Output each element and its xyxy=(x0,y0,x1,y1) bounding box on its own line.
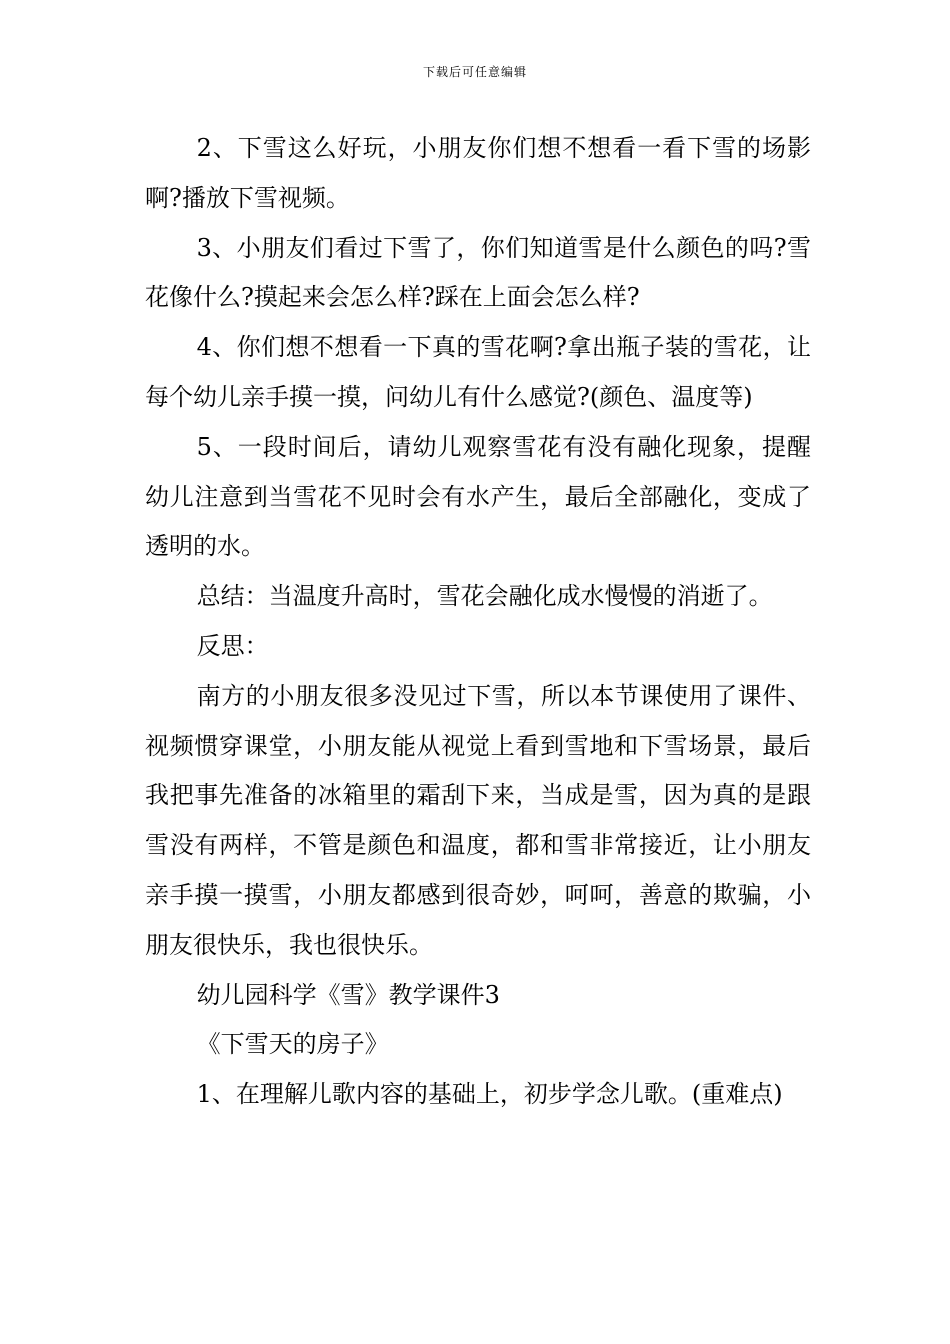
paragraph-summary: 总结：当温度升高时，雪花会融化成水慢慢的消逝了。 xyxy=(196,582,773,611)
paragraph-step-5: 5、一段时间后，请幼儿观察雪花有没有融化现象，提醒幼儿注意到当雪花不见时会有水产生，最后全部融化，变成了透明的水。 xyxy=(145,432,811,561)
paragraph-step-2: 2、下雪这么好玩，小朋友你们想不想看一看下雪的场影啊?播放下雪视频。 xyxy=(145,134,811,212)
lesson-title: 《下雪天的房子》 xyxy=(196,1030,389,1059)
paragraph-reflection-heading: 反思： xyxy=(196,631,269,660)
paragraph-reflection-body: 南方的小朋友很多没见过下雪，所以本节课使用了课件、视频惯穿课堂，小朋友能从视觉上看到雪地和下雪场景，最后我把事先准备的冰箱里的霜刮下来，当成是雪，因为真的是跟雪没有两样，不管是颜色和温度，都和雪非常接近，让小朋友亲手摸一摸雪，小朋友都感到很奇妙，呵呵，善意的欺骗，小朋友很快乐，我也很快乐。 xyxy=(145,681,811,959)
page-header: 下载后可任意编辑 xyxy=(422,65,527,79)
document-body xyxy=(145,124,811,1120)
section-title: 幼儿园科学《雪》教学课件3 xyxy=(196,980,500,1009)
paragraph-step-4: 4、你们想不想看一下真的雪花啊?拿出瓶子装的雪花，让每个幼儿亲手摸一摸，问幼儿有什么感觉?(颜色、温度等) xyxy=(145,333,811,411)
paragraph-step-3: 3、小朋友们看过下雪了，你们知道雪是什么颜色的吗?雪花像什么?摸起来会怎么样?踩在上面会怎么样? xyxy=(145,233,811,312)
paragraph-goal-1: 1、在理解儿歌内容的基础上，初步学念儿歌。(重难点) xyxy=(196,1080,783,1109)
